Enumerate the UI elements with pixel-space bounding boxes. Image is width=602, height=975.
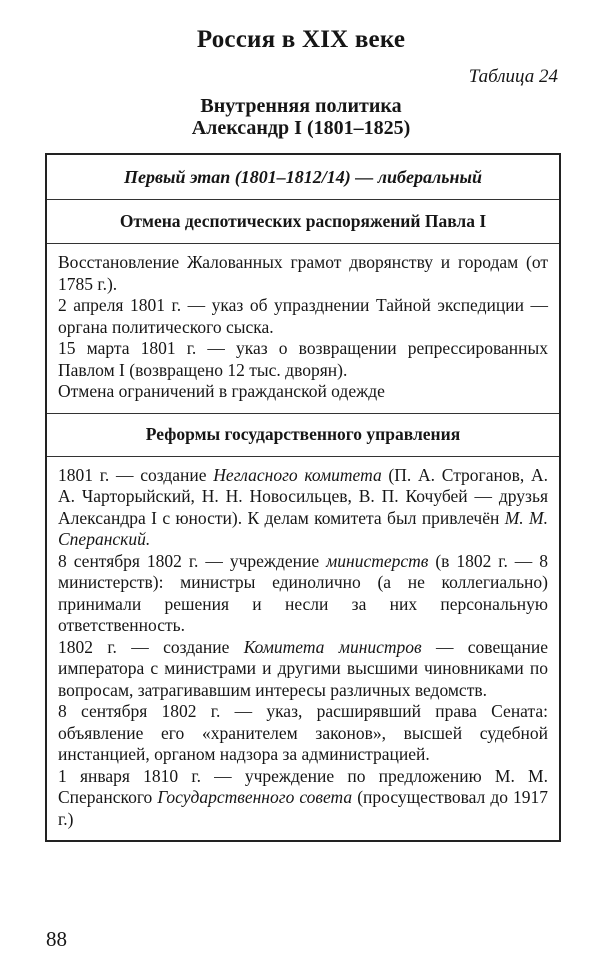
text-span: (в 1802 г. — 8 министерств): министры единолично (а не коллегиально) принимали решения и несли за них персональную ответственность. bbox=[58, 550, 548, 635]
text-span: (П. А. Строганов, А. А. Чарторыйский, Н. Н. Новосильцев, В. П. Кочубей — друзья Александра I с юности). К делам комитета был привлечён bbox=[58, 464, 548, 528]
page-title: Россия в XIX веке bbox=[196, 26, 406, 53]
text-span: 8 сентября 1802 г. — учреждение bbox=[58, 550, 327, 571]
text-span: 1801 г. — создание bbox=[58, 464, 214, 485]
section-2-paragraph bbox=[58, 637, 548, 702]
section-1-paragraph: 2 апреля 1801 г. — указ об упразднении Тайной экспедиции — органа политического сыска. bbox=[58, 295, 548, 337]
text-span: (просуществовал до 1917 г.) bbox=[58, 787, 548, 829]
section-1-paragraph: Восстановление Жалованных грамот дворянству и городам (от 1785 г.). bbox=[58, 252, 548, 294]
text-span: 1802 г. — создание bbox=[58, 636, 244, 657]
emphasis: Комитета министров bbox=[243, 636, 422, 657]
stage-row: Первый этап (1801–1812/14) — либеральный bbox=[47, 155, 559, 200]
policy-table bbox=[45, 153, 561, 842]
emphasis: Государственного совета bbox=[157, 787, 353, 807]
heading-line-2: Александр I (1801–1825) bbox=[191, 117, 411, 139]
section-2-header: Реформы государственного управления bbox=[47, 414, 559, 457]
section-1-paragraph: 15 марта 1801 г. — указ о возвращении репрессированных Павлом I (возвращено 12 тыс. дворян). bbox=[58, 338, 548, 380]
section-2-paragraph: 8 сентября 1802 г. — указ, расширявший права Сената: объявление его «хранителем законов», высшей судебной инстанцией, органом надзора за администрацией. bbox=[58, 701, 548, 764]
emphasis: Негласного комитета bbox=[213, 464, 382, 485]
page-number: 88 bbox=[46, 927, 67, 951]
section-2-paragraph bbox=[58, 465, 548, 551]
heading-line-1: Внутренняя политика bbox=[200, 95, 402, 117]
table-label: Таблица 24 bbox=[468, 66, 558, 87]
emphasis: М. М. Сперанский. bbox=[58, 507, 549, 549]
section-2-body bbox=[47, 457, 559, 841]
text-span: 1 января 1810 г. — учреждение по предложению М. М. Сперанского bbox=[58, 765, 548, 807]
table-heading bbox=[0, 95, 602, 139]
text-span: — совещание императора с министрами и другими высшими чиновниками по вопросам, затрагивавшим интересы различных ведомств. bbox=[58, 636, 548, 700]
section-1-paragraph: Отмена ограничений в гражданской одежде bbox=[58, 381, 385, 401]
section-1-header: Отмена деспотических распоряжений Павла I bbox=[47, 200, 559, 244]
section-2-paragraph bbox=[58, 551, 548, 637]
emphasis: министерств bbox=[326, 550, 429, 571]
section-1-body bbox=[47, 244, 559, 414]
section-2-paragraph bbox=[58, 766, 548, 831]
